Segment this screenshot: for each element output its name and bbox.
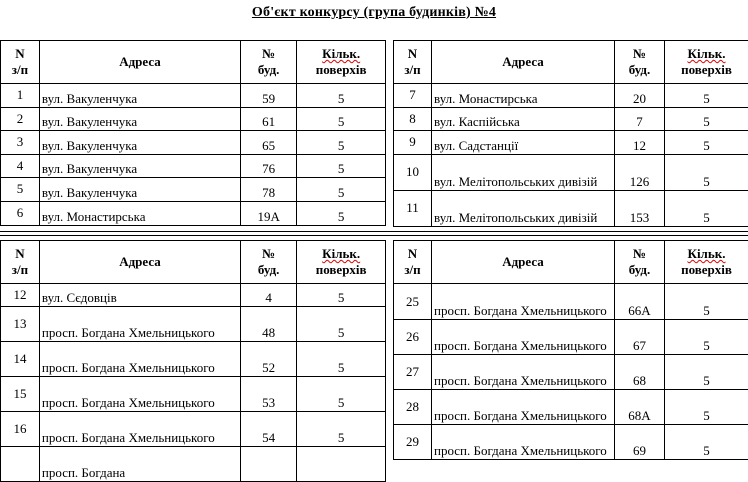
col-header-address: Адреса <box>432 241 615 284</box>
table-row <box>394 131 748 155</box>
row-floor-count: 5 <box>665 390 748 425</box>
row-floor-count: 5 <box>665 131 748 155</box>
row-building-number: 65 <box>241 131 297 155</box>
row-address: просп. Богдана Хмельницького <box>432 355 615 390</box>
row-address: вул. Монастирська <box>432 84 615 108</box>
row-building-number: 52 <box>241 342 297 377</box>
row-building-number: 61 <box>241 107 297 131</box>
row-floor-count: 5 <box>665 320 748 355</box>
col-header-address: Адреса <box>432 41 615 84</box>
page-title: Об'єкт конкурсу (група будинків) №4 <box>0 5 748 21</box>
row-number: 13 <box>1 307 40 342</box>
table-row <box>394 284 748 320</box>
row-floor-count: 5 <box>665 107 748 131</box>
col-header-number: N з/п <box>394 41 432 84</box>
col-header-building: № буд. <box>615 241 665 284</box>
row-building-number: 4 <box>241 284 297 307</box>
table-row <box>394 425 748 460</box>
row-floor-count: 5 <box>297 342 386 377</box>
row-building-number: 126 <box>615 154 665 190</box>
row-building-number: 7 <box>615 107 665 131</box>
row-number: 15 <box>1 377 40 412</box>
row-number: 4 <box>1 154 40 178</box>
row-number: 25 <box>394 284 432 320</box>
row-building-number: 19А <box>241 201 297 225</box>
table-row <box>394 190 748 226</box>
row-address: вул. Мелітопольських дивізій <box>432 190 615 226</box>
row-floor-count: 5 <box>297 284 386 307</box>
col-header-building: № буд. <box>241 41 297 84</box>
col-header-building: № буд. <box>615 41 665 84</box>
row-floor-count: 5 <box>297 131 386 155</box>
col-header-floors: Кільк. поверхів <box>665 241 748 284</box>
row-building-number: 53 <box>241 377 297 412</box>
row-number: 16 <box>1 412 40 447</box>
row-floor-count: 5 <box>297 84 386 108</box>
row-number: 26 <box>394 320 432 355</box>
col-header-number: N з/п <box>1 241 40 284</box>
row-address: вул. Вакуленчука <box>39 154 240 178</box>
col-header-number: N з/п <box>1 41 40 84</box>
row-floor-count: 5 <box>297 178 386 202</box>
table-row <box>1 377 386 412</box>
row-number: 29 <box>394 425 432 460</box>
col-header-address: Адреса <box>39 41 240 84</box>
row-address: вул. Вакуленчука <box>39 131 240 155</box>
table-row <box>394 320 748 355</box>
col-header-floors: Кільк. поверхів <box>665 41 748 84</box>
row-address: вул. Вакуленчука <box>39 178 240 202</box>
row-floor-count: 5 <box>665 154 748 190</box>
row-number: 5 <box>1 178 40 202</box>
row-building-number: 76 <box>241 154 297 178</box>
col-header-address: Адреса <box>39 241 240 284</box>
row-address: вул. Монастирська <box>39 201 240 225</box>
row-number: 11 <box>394 190 432 226</box>
table-row <box>1 154 386 178</box>
table-row <box>1 342 386 377</box>
table-row <box>1 178 386 202</box>
section-divider <box>0 231 748 232</box>
row-address: вул. Каспійська <box>432 107 615 131</box>
row-number: 6 <box>1 201 40 225</box>
row-floor-count: 5 <box>665 425 748 460</box>
row-building-number: 20 <box>615 84 665 108</box>
row-floor-count: 5 <box>297 307 386 342</box>
table-row <box>1 84 386 108</box>
table-row <box>394 84 748 108</box>
row-address: вул. Вакуленчука <box>39 84 240 108</box>
row-address: просп. Богдана Хмельницького <box>39 377 240 412</box>
row-address: вул. Сєдовців <box>39 284 240 307</box>
row-number: 7 <box>394 84 432 108</box>
table-row <box>1 131 386 155</box>
row-address: просп. Богдана Хмельницького <box>39 307 240 342</box>
col-header-number: N з/п <box>394 241 432 284</box>
row-address: просп. Богдана Хмельницького <box>432 390 615 425</box>
col-header-floors: Кільк. поверхів <box>297 41 386 84</box>
row-building-number: 69 <box>615 425 665 460</box>
row-building-number: 153 <box>615 190 665 226</box>
row-number: 3 <box>1 131 40 155</box>
row-address: просп. Богдана Хмельницького <box>432 320 615 355</box>
row-number: 27 <box>394 355 432 390</box>
row-number: 10 <box>394 154 432 190</box>
row-floor-count: 5 <box>665 190 748 226</box>
row-floor-count: 5 <box>665 84 748 108</box>
row-number: 1 <box>1 84 40 108</box>
row-address: просп. Богдана Хмельницького <box>39 412 240 447</box>
row-number: 28 <box>394 390 432 425</box>
row-building-number: 68 <box>615 355 665 390</box>
row-number: 8 <box>394 107 432 131</box>
row-floor-count: 5 <box>297 107 386 131</box>
table-bottom-left <box>0 240 386 482</box>
row-floor-count: 5 <box>297 377 386 412</box>
table-row <box>1 284 386 307</box>
table-top-left <box>0 40 386 226</box>
row-number: 2 <box>1 107 40 131</box>
row-building-number: 66А <box>615 284 665 320</box>
row-address: просп. Богдана <box>39 447 240 482</box>
table-row <box>394 390 748 425</box>
col-header-floors: Кільк. поверхів <box>297 241 386 284</box>
row-building-number: 54 <box>241 412 297 447</box>
table-row <box>1 107 386 131</box>
row-building-number: 78 <box>241 178 297 202</box>
table-row <box>1 201 386 225</box>
row-address: вул. Мелітопольських дивізій <box>432 154 615 190</box>
row-address: просп. Богдана Хмельницького <box>39 342 240 377</box>
row-floor-count: 5 <box>665 284 748 320</box>
section-divider <box>0 235 748 236</box>
row-building-number: 68А <box>615 390 665 425</box>
row-floor-count: 5 <box>665 355 748 390</box>
table-top-right <box>393 40 748 227</box>
col-header-building: № буд. <box>241 241 297 284</box>
table-row <box>1 412 386 447</box>
row-floor-count: 5 <box>297 412 386 447</box>
row-floor-count <box>297 447 386 482</box>
row-floor-count: 5 <box>297 154 386 178</box>
row-building-number: 67 <box>615 320 665 355</box>
row-building-number <box>241 447 297 482</box>
row-number: 14 <box>1 342 40 377</box>
row-building-number: 48 <box>241 307 297 342</box>
table-row <box>394 107 748 131</box>
row-address: вул. Садстанції <box>432 131 615 155</box>
table-bottom-right <box>393 240 748 460</box>
row-building-number: 59 <box>241 84 297 108</box>
row-address: просп. Богдана Хмельницького <box>432 425 615 460</box>
row-address: просп. Богдана Хмельницького <box>432 284 615 320</box>
row-number <box>1 447 40 482</box>
row-floor-count: 5 <box>297 201 386 225</box>
row-number: 9 <box>394 131 432 155</box>
table-row <box>394 355 748 390</box>
row-address: вул. Вакуленчука <box>39 107 240 131</box>
table-row <box>1 307 386 342</box>
row-building-number: 12 <box>615 131 665 155</box>
table-row <box>1 447 386 482</box>
row-number: 12 <box>1 284 40 307</box>
table-row <box>394 154 748 190</box>
